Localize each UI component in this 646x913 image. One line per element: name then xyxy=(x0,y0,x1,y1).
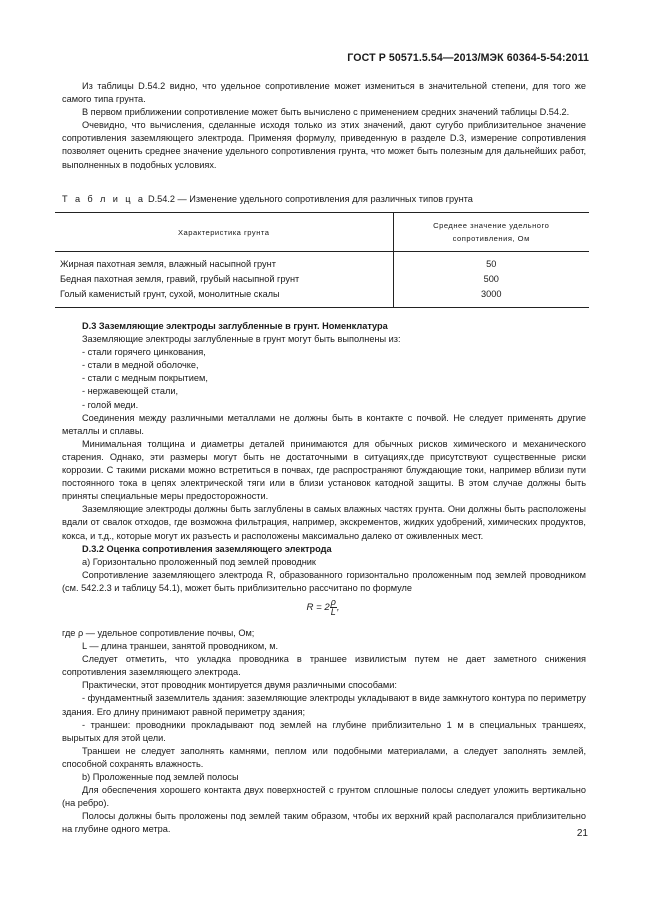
formula-lhs: R = 2 xyxy=(306,602,330,614)
intro-paragraph-3: Очевидно, что вычисления, сделанные исходя только из этих значений, дают сугубо приблизительное значение сопротивления заземляющего электрода. Применяя формулу, приведенную в разделе D.3, измерение сопротивления позволяет оценить среднее значение удельного сопротивления грунта, что может быть полезным для дальнейших работ, выполненных в подобных условиях. xyxy=(62,120,586,170)
page-number: 21 xyxy=(576,828,588,839)
formula-numerator: ρ xyxy=(330,597,336,607)
section-d32-paragraph-2: Следует отметить, что укладка проводника в траншее извилистым путем не дает заметного снижения сопротивления заземляющего электрода. xyxy=(62,654,586,678)
list-item: - стали в медной оболочке, xyxy=(82,360,199,371)
table-cell-soil: Бедная пахотная земля, гравий, грубый насыпной грунт xyxy=(60,274,300,284)
list-item: - стали горячего цинкования, xyxy=(82,347,206,358)
section-d3-intro: Заземляющие электроды заглубленные в грунт могут быть выполнены из: xyxy=(82,334,401,345)
formula-denominator: L xyxy=(330,607,336,617)
intro-paragraph-2: В первом приближении сопротивление может быть вычислено с применением средних значений таблицы D.54.2. xyxy=(82,107,570,118)
table-header-resistivity xyxy=(393,213,589,252)
table-caption xyxy=(62,194,473,204)
table-row xyxy=(55,252,589,273)
table-header-row xyxy=(55,213,589,252)
table-cell-soil: Голый каменистый грунт, сухой, монолитные скалы xyxy=(55,287,393,308)
soil-resistivity-table xyxy=(55,212,589,308)
where-line-2: L — длина траншеи, занятой проводником, м. xyxy=(82,641,279,652)
formula-tail: , xyxy=(336,602,340,614)
table-header-soil: Характеристика грунта xyxy=(55,213,393,252)
intro-paragraph-1: Из таблицы D.54.2 видно, что удельное сопротивление может измениться в значительной степени, для того же самого типа грунта. xyxy=(62,81,586,105)
section-d32-paragraph-6: Траншеи не следует заполнять камнями, пеплом или подобными материалами, а следует заполнять землей, способной сохранять влажность. xyxy=(62,745,586,769)
table-header-resistivity-line2: сопротивления, Ом xyxy=(452,234,530,243)
resistance-formula xyxy=(0,598,646,617)
table-header-resistivity-line1: Среднее значение удельного xyxy=(433,221,550,230)
table-row xyxy=(55,272,589,287)
section-d3-paragraph-2: Минимальная толщина и диаметры деталей принимаются для обычных рисков химического и механического старения. Однако, эти размеры могут быть не достаточными в ситуациях,где присутствуют существенные риски коррозии. С такими рисками можно встретиться в почвах, где распространяют блуждающие токи, например вблизи пути постоянного тока в цепях электрической тяги или в близи установок катодной защиты. В этом случае должны быть приняты специальные меры предосторожности. xyxy=(62,438,586,502)
table-caption-text: D.54.2 — Изменение удельного сопротивления для различных типов грунта xyxy=(147,194,473,204)
list-item: - нержавеющей стали, xyxy=(82,386,179,397)
list-item: - стали с медным покрытием, xyxy=(82,373,208,384)
table-cell-soil: Жирная пахотная земля, влажный насыпной грунт xyxy=(60,259,276,269)
section-d3-paragraph-1: Соединения между различными металлами не должны быть в контакте с почвой. Не следует применять другие металлы и сплавы. xyxy=(62,412,586,436)
section-d3-heading: D.3 Заземляющие электроды заглубленные в грунт. Номенклатура xyxy=(82,321,388,331)
section-d32-paragraph-8: Полосы должны быть проложены под землей таким образом, чтобы их верхний край располагался приблизительно на глубине одного метра. xyxy=(62,811,586,835)
section-d32-paragraph-7: Для обеспечения хорошего контакта двух поверхностей с грунтом сплошные полосы следует уложить вертикально (на ребро). xyxy=(62,785,586,809)
section-d32-item-b: b) Проложенные под землей полосы xyxy=(82,772,239,783)
section-d3-paragraph-3: Заземляющие электроды должны быть заглублены в самых влажных частях грунта. Они должны быть расположены вдали от свалок отходов, где возможна фильтрация, например, экскрементов, жидких удобрений, химических продуктов, кокса, и т.д., которые могут их разъесть и расположены максимально далеко от оживленных мест. xyxy=(62,504,586,541)
section-d32-paragraph-4: - фундаментный заземлитель здания: заземляющие электроды укладывают в виде замкнутого контура по периметру здания. Его длину принимают равной периметру здания; xyxy=(62,693,586,717)
section-d32-body xyxy=(62,627,586,837)
formula-fraction xyxy=(330,598,337,617)
list-item: - голой меди. xyxy=(82,399,139,410)
section-d3 xyxy=(62,320,586,595)
where-line-1: где ρ — удельное сопротивление почвы, Ом; xyxy=(62,628,255,638)
section-d32-paragraph-5: - траншеи: проводники прокладывают под землей на глубине приблизительно 1 м в специальных траншеях, вырытых для этой цели. xyxy=(62,719,586,743)
section-d32-paragraph-3: Практически, этот проводник монтируется двумя различными способами: xyxy=(82,680,397,691)
section-d32-item-a: а) Горизонтально проложенный под землей проводник xyxy=(82,556,316,567)
document-header: ГОСТ Р 50571.5.54—2013/МЭК 60364-5-54:2011 xyxy=(347,52,589,64)
section-d32-paragraph-1: Сопротивление заземляющего электрода R, образованного горизонтально проложенным под землей проводником (см. 542.2.3 и таблицу 54.1), может быть приблизительно рассчитано по формуле xyxy=(62,569,586,593)
section-d32-heading: D.3.2 Оценка сопротивления заземляющего электрода xyxy=(82,543,332,554)
table-cell-value: 3000 xyxy=(393,287,589,308)
table-cell-value: 50 xyxy=(393,252,589,273)
intro-section xyxy=(62,80,586,172)
table-row xyxy=(55,287,589,308)
table-cell-value: 500 xyxy=(393,272,589,287)
table-caption-prefix: Т а б л и ц а xyxy=(62,194,146,204)
